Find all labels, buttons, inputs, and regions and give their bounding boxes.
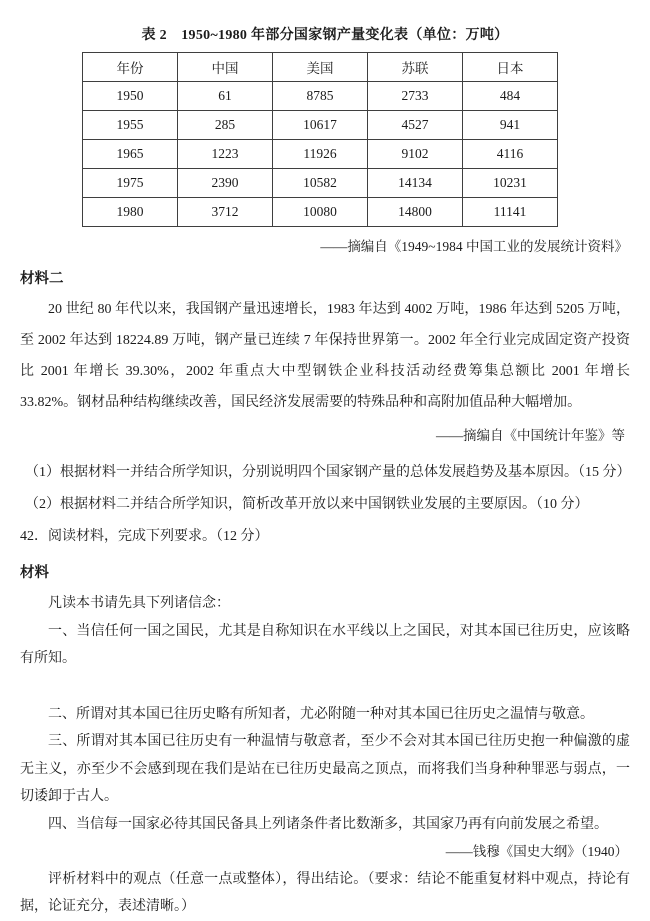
question-42-task: 评析材料中的观点（任意一点或整体），得出结论。（要求：结论不能重复材料中观点，持论有据，论证充分，表述清晰。） — [20, 871, 630, 914]
cell-value: 10617 — [273, 111, 368, 140]
material-heading: 材料 — [20, 565, 49, 581]
cell-value: 11926 — [273, 140, 368, 169]
cell-value: 4116 — [463, 140, 558, 169]
cell-year: 1950 — [83, 82, 178, 111]
belief-item-4: 四、当信每一国家必待其国民备具上列诸条件者比数渐多，其国家乃再有向前发展之希望。 — [48, 816, 608, 832]
cell-value: 14800 — [368, 198, 463, 227]
question-2: （2）根据材料二并结合所学知识，简析改革开放以来中国钢铁业发展的主要原因。（10 分） — [25, 497, 589, 512]
column-header-china: 中国 — [178, 53, 273, 82]
table-source-citation: ——摘编自《1949~1984 中国工业的发展统计资料》 — [320, 239, 628, 254]
exam-document-page — [0, 24, 650, 914]
cell-value: 4527 — [368, 111, 463, 140]
steel-production-table — [82, 52, 558, 227]
question-1: （1）根据材料一并结合所学知识，分别说明四个国家钢产量的总体发展趋势及基本原因。（15 分） — [25, 465, 631, 480]
table-row — [83, 82, 558, 111]
belief-item-3: 三、所谓对其本国已往历史有一种温情与敬意者，至少不会对其本国已往历史抱一种偏激的虚无主义，亦至少不会感到现在我们是站在已往历史最高之顶点，而将我们当身种种罪恶与弱点，一切诿卸于古人。 — [20, 734, 630, 804]
table-title: 表 2 1950~1980 年部分国家钢产量变化表（单位：万吨） — [141, 28, 509, 43]
beliefs-block — [20, 590, 630, 838]
cell-value: 11141 — [463, 198, 558, 227]
cell-value: 10582 — [273, 169, 368, 198]
column-header-usa: 美国 — [273, 53, 368, 82]
table-row — [83, 111, 558, 140]
qianmu-source-citation: ——钱穆《国史大纲》（1940） — [445, 844, 628, 859]
belief-item-1: 一、当信任何一国之国民，尤其是自称知识在水平线以上之国民，对其本国已往历史，应该略有所知。 — [20, 623, 630, 666]
column-header-year: 年份 — [83, 53, 178, 82]
cell-year: 1975 — [83, 169, 178, 198]
table-header-row — [83, 53, 558, 82]
question-42-heading: 42．阅读材料，完成下列要求。（12 分） — [20, 529, 269, 544]
cell-year: 1965 — [83, 140, 178, 169]
cell-value: 1223 — [178, 140, 273, 169]
cell-year: 1980 — [83, 198, 178, 227]
material-two-heading: 材料二 — [20, 271, 64, 287]
cell-value: 8785 — [273, 82, 368, 111]
cell-value: 61 — [178, 82, 273, 111]
cell-year: 1955 — [83, 111, 178, 140]
cell-value: 941 — [463, 111, 558, 140]
column-header-japan: 日本 — [463, 53, 558, 82]
beliefs-intro: 凡读本书请先具下列诸信念： — [48, 596, 230, 611]
cell-value: 2390 — [178, 169, 273, 198]
belief-item-2: 二、所谓对其本国已往历史略有所知者，尤必附随一种对其本国已往历史之温情与敬意。 — [48, 706, 594, 722]
cell-value: 285 — [178, 111, 273, 140]
cell-value: 10080 — [273, 198, 368, 227]
column-header-ussr: 苏联 — [368, 53, 463, 82]
cell-value: 2733 — [368, 82, 463, 111]
cell-value: 10231 — [463, 169, 558, 198]
table-row — [83, 140, 558, 169]
material-two-source-citation: ——摘编自《中国统计年鉴》等 — [436, 428, 625, 443]
cell-value: 9102 — [368, 140, 463, 169]
cell-value: 484 — [463, 82, 558, 111]
table-row — [83, 198, 558, 227]
cell-value: 3712 — [178, 198, 273, 227]
cell-value: 14134 — [368, 169, 463, 198]
table-row — [83, 169, 558, 198]
material-two-paragraph: 20 世纪 80 年代以来，我国钢产量迅速增长，1983 年达到 4002 万吨，1986 年达到 5205 万吨，至 2002 年达到 18224.89 万吨，钢产量已连续 7 年保持世界第一。2002 年全行业完成固定资产投资比 2001 年增长 39.30%，2002 年重点大中型钢铁企业科技活动经费筹集总额比 2001 年增长 33.82%。钢材品种结构继续改善，国民经济发展需要的特殊品种和高附加值品种大幅增加。 — [20, 302, 630, 410]
